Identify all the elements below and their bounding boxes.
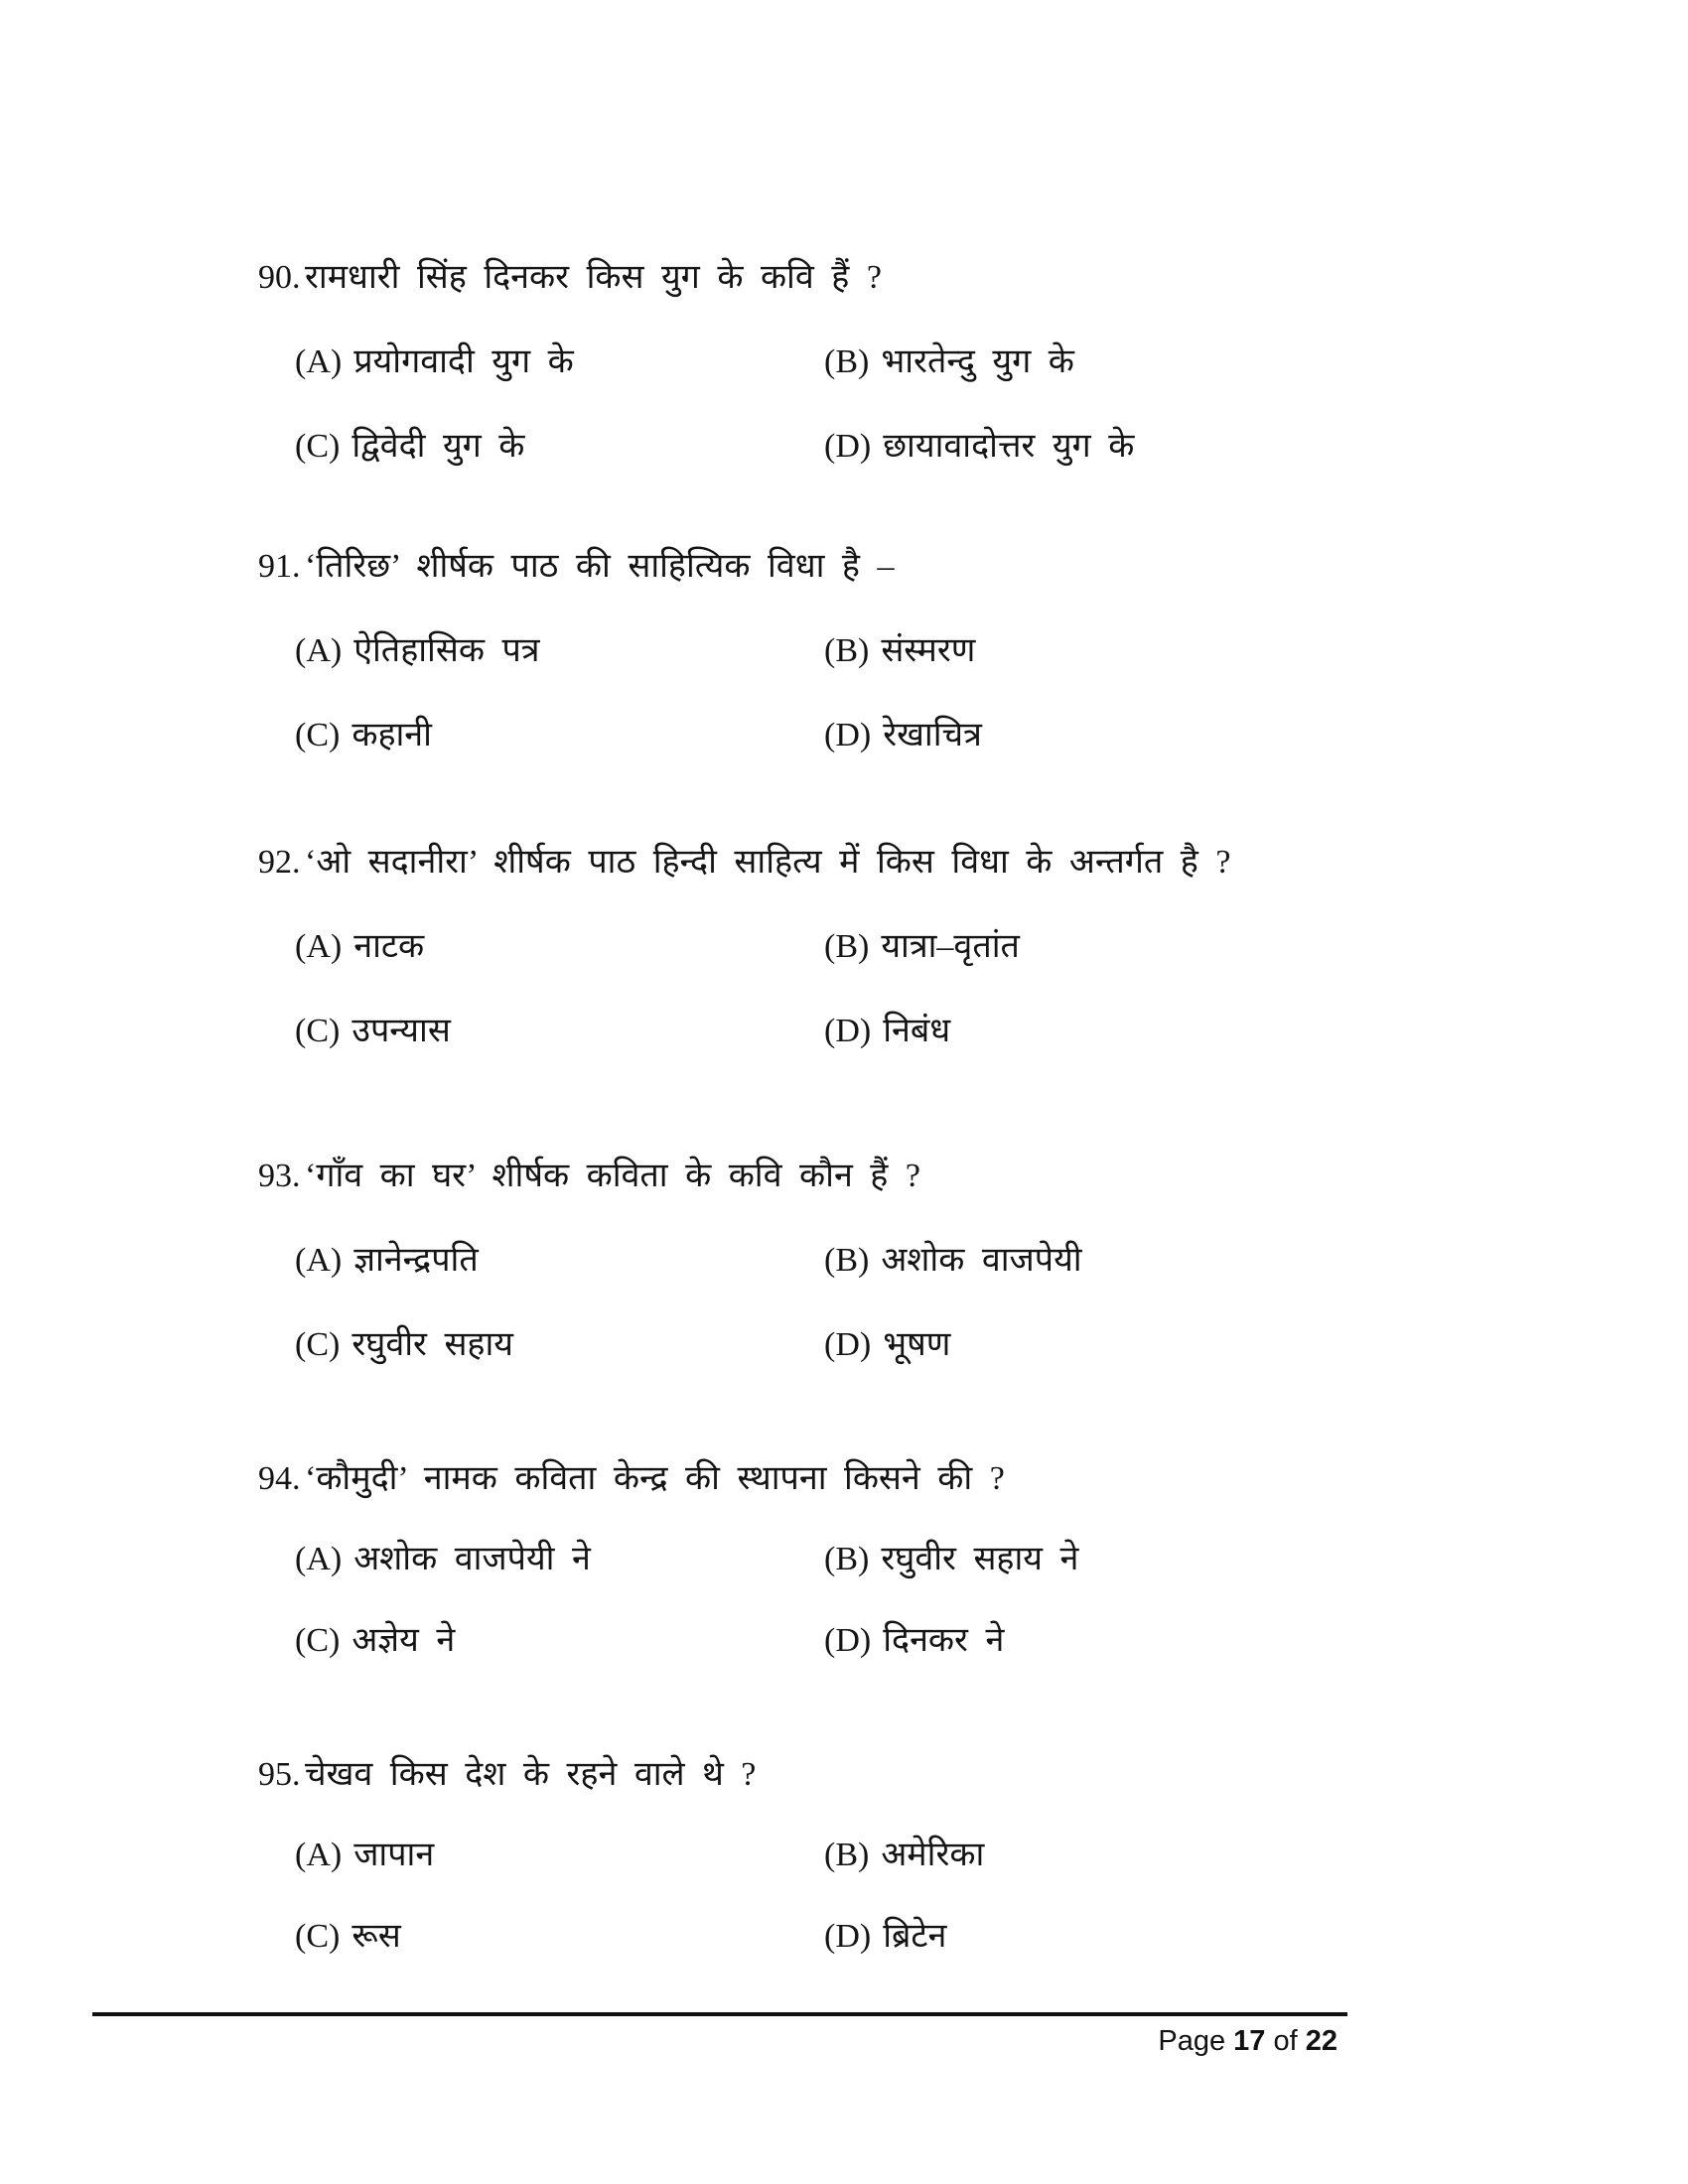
option-d: [824, 1616, 1628, 1665]
option-label: (C): [295, 1917, 341, 1955]
options-grid: [295, 1236, 1628, 1369]
options-grid: [295, 922, 1628, 1055]
option-a: [295, 1535, 824, 1583]
question-block-95: [258, 1750, 1628, 1961]
option-b: [824, 922, 1628, 971]
option-d: [824, 422, 1628, 471]
option-label: (D): [824, 1621, 872, 1659]
option-label: (C): [295, 1012, 341, 1049]
option-text: उपन्यास: [352, 1012, 451, 1049]
question-line: [258, 1152, 1628, 1200]
option-label: (D): [824, 716, 872, 753]
option-c: [295, 711, 824, 759]
option-text: रघुवीर सहाय: [352, 1325, 514, 1363]
option-a: [295, 922, 824, 971]
option-c: [295, 422, 824, 471]
question-text: रामधारी सिंह दिनकर किस युग के कवि हैं ?: [305, 259, 882, 296]
question-text: ‘ओ सदानीरा’ शीर्षक पाठ हिन्दी साहित्य में किस विधा के अन्तर्गत है ?: [305, 844, 1231, 881]
option-text: ऐतिहासिक पत्र: [353, 632, 540, 670]
question-text: ‘कौमुदी’ नामक कविता केन्द्र की स्थापना किसने की ?: [305, 1460, 1005, 1497]
question-line: [258, 542, 1628, 591]
option-b: [824, 1831, 1628, 1879]
page-number-footer: [92, 2025, 1337, 2058]
option-label: (A): [295, 1242, 343, 1280]
option-label: (A): [295, 1837, 343, 1874]
option-label: (D): [824, 1012, 872, 1049]
option-label: (B): [824, 632, 870, 670]
question-text: ‘तिरिछ’ शीर्षक पाठ की साहित्यिक विधा है –: [305, 548, 895, 585]
question-block-92: [258, 838, 1628, 1055]
question-number: 95.: [258, 1756, 301, 1793]
options-grid: [295, 338, 1628, 471]
option-label: (D): [824, 1325, 872, 1363]
question-number: 94.: [258, 1460, 301, 1497]
question-text: चेखव किस देश के रहने वाले थे ?: [305, 1756, 757, 1793]
option-text: अशोक वाजपेयी ने: [353, 1541, 591, 1578]
option-text: रघुवीर सहाय ने: [881, 1541, 1079, 1578]
option-b: [824, 1236, 1628, 1285]
option-text: यात्रा–वृतांत: [881, 928, 1020, 966]
option-text: कहानी: [352, 716, 432, 753]
question-block-94: [258, 1454, 1628, 1665]
options-grid: [295, 626, 1628, 759]
option-label: (A): [295, 928, 343, 966]
option-text: ब्रिटेन: [883, 1917, 947, 1955]
option-label: (B): [824, 928, 870, 966]
option-a: [295, 1236, 824, 1285]
option-d: [824, 1912, 1628, 1961]
option-text: छायावादोत्तर युग के: [883, 427, 1135, 465]
page-word: Page: [1158, 2025, 1226, 2057]
option-label: (B): [824, 1242, 870, 1280]
option-label: (D): [824, 427, 872, 465]
options-grid: [295, 1535, 1628, 1665]
option-text: अमेरिका: [881, 1837, 985, 1874]
option-text: भारतेन्दु युग के: [881, 343, 1074, 381]
option-label: (B): [824, 1541, 870, 1578]
option-text: नाटक: [353, 928, 425, 966]
question-line: [258, 838, 1628, 887]
question-block-90: [258, 253, 1628, 471]
option-label: (C): [295, 427, 341, 465]
question-line: [258, 253, 1628, 302]
total-pages: 22: [1305, 2025, 1337, 2057]
page-number: 17: [1233, 2025, 1266, 2057]
option-text: निबंध: [883, 1012, 951, 1049]
question-text: ‘गाँव का घर’ शीर्षक कविता के कवि कौन हैं ?: [305, 1158, 920, 1194]
option-d: [824, 1320, 1628, 1369]
option-b: [824, 338, 1628, 386]
footer-divider-line: [92, 2012, 1347, 2016]
question-block-91: [258, 542, 1628, 759]
option-a: [295, 1831, 824, 1879]
option-text: रूस: [352, 1917, 401, 1955]
option-a: [295, 338, 824, 386]
option-label: (D): [824, 1917, 872, 1955]
option-label: (C): [295, 1621, 341, 1659]
of-word: of: [1273, 2025, 1298, 2057]
option-text: जापान: [353, 1837, 435, 1874]
option-d: [824, 711, 1628, 759]
option-c: [295, 1912, 824, 1961]
option-text: ज्ञानेन्द्रपति: [353, 1242, 479, 1280]
option-b: [824, 626, 1628, 675]
option-text: भूषण: [883, 1325, 951, 1363]
option-text: अज्ञेय ने: [352, 1621, 456, 1659]
option-d: [824, 1007, 1628, 1055]
option-c: [295, 1320, 824, 1369]
question-block-93: [258, 1152, 1628, 1369]
question-line: [258, 1750, 1628, 1799]
option-label: (C): [295, 1325, 341, 1363]
question-number: 93.: [258, 1158, 301, 1194]
option-text: द्विवेदी युग के: [352, 427, 525, 465]
option-text: अशोक वाजपेयी: [881, 1242, 1082, 1280]
question-number: 92.: [258, 844, 301, 881]
option-label: (C): [295, 716, 341, 753]
option-a: [295, 626, 824, 675]
option-label: (A): [295, 1541, 343, 1578]
option-label: (A): [295, 632, 343, 670]
option-label: (B): [824, 1837, 870, 1874]
option-c: [295, 1616, 824, 1665]
option-c: [295, 1007, 824, 1055]
options-grid: [295, 1831, 1628, 1961]
option-label: (B): [824, 343, 870, 381]
option-text: संस्मरण: [881, 632, 976, 670]
option-b: [824, 1535, 1628, 1583]
option-text: दिनकर ने: [883, 1621, 1005, 1659]
question-number: 90.: [258, 259, 301, 296]
option-label: (A): [295, 343, 343, 381]
option-text: रेखाचित्र: [883, 716, 982, 753]
option-text: प्रयोगवादी युग के: [353, 343, 574, 381]
question-line: [258, 1454, 1628, 1503]
question-number: 91.: [258, 548, 301, 585]
